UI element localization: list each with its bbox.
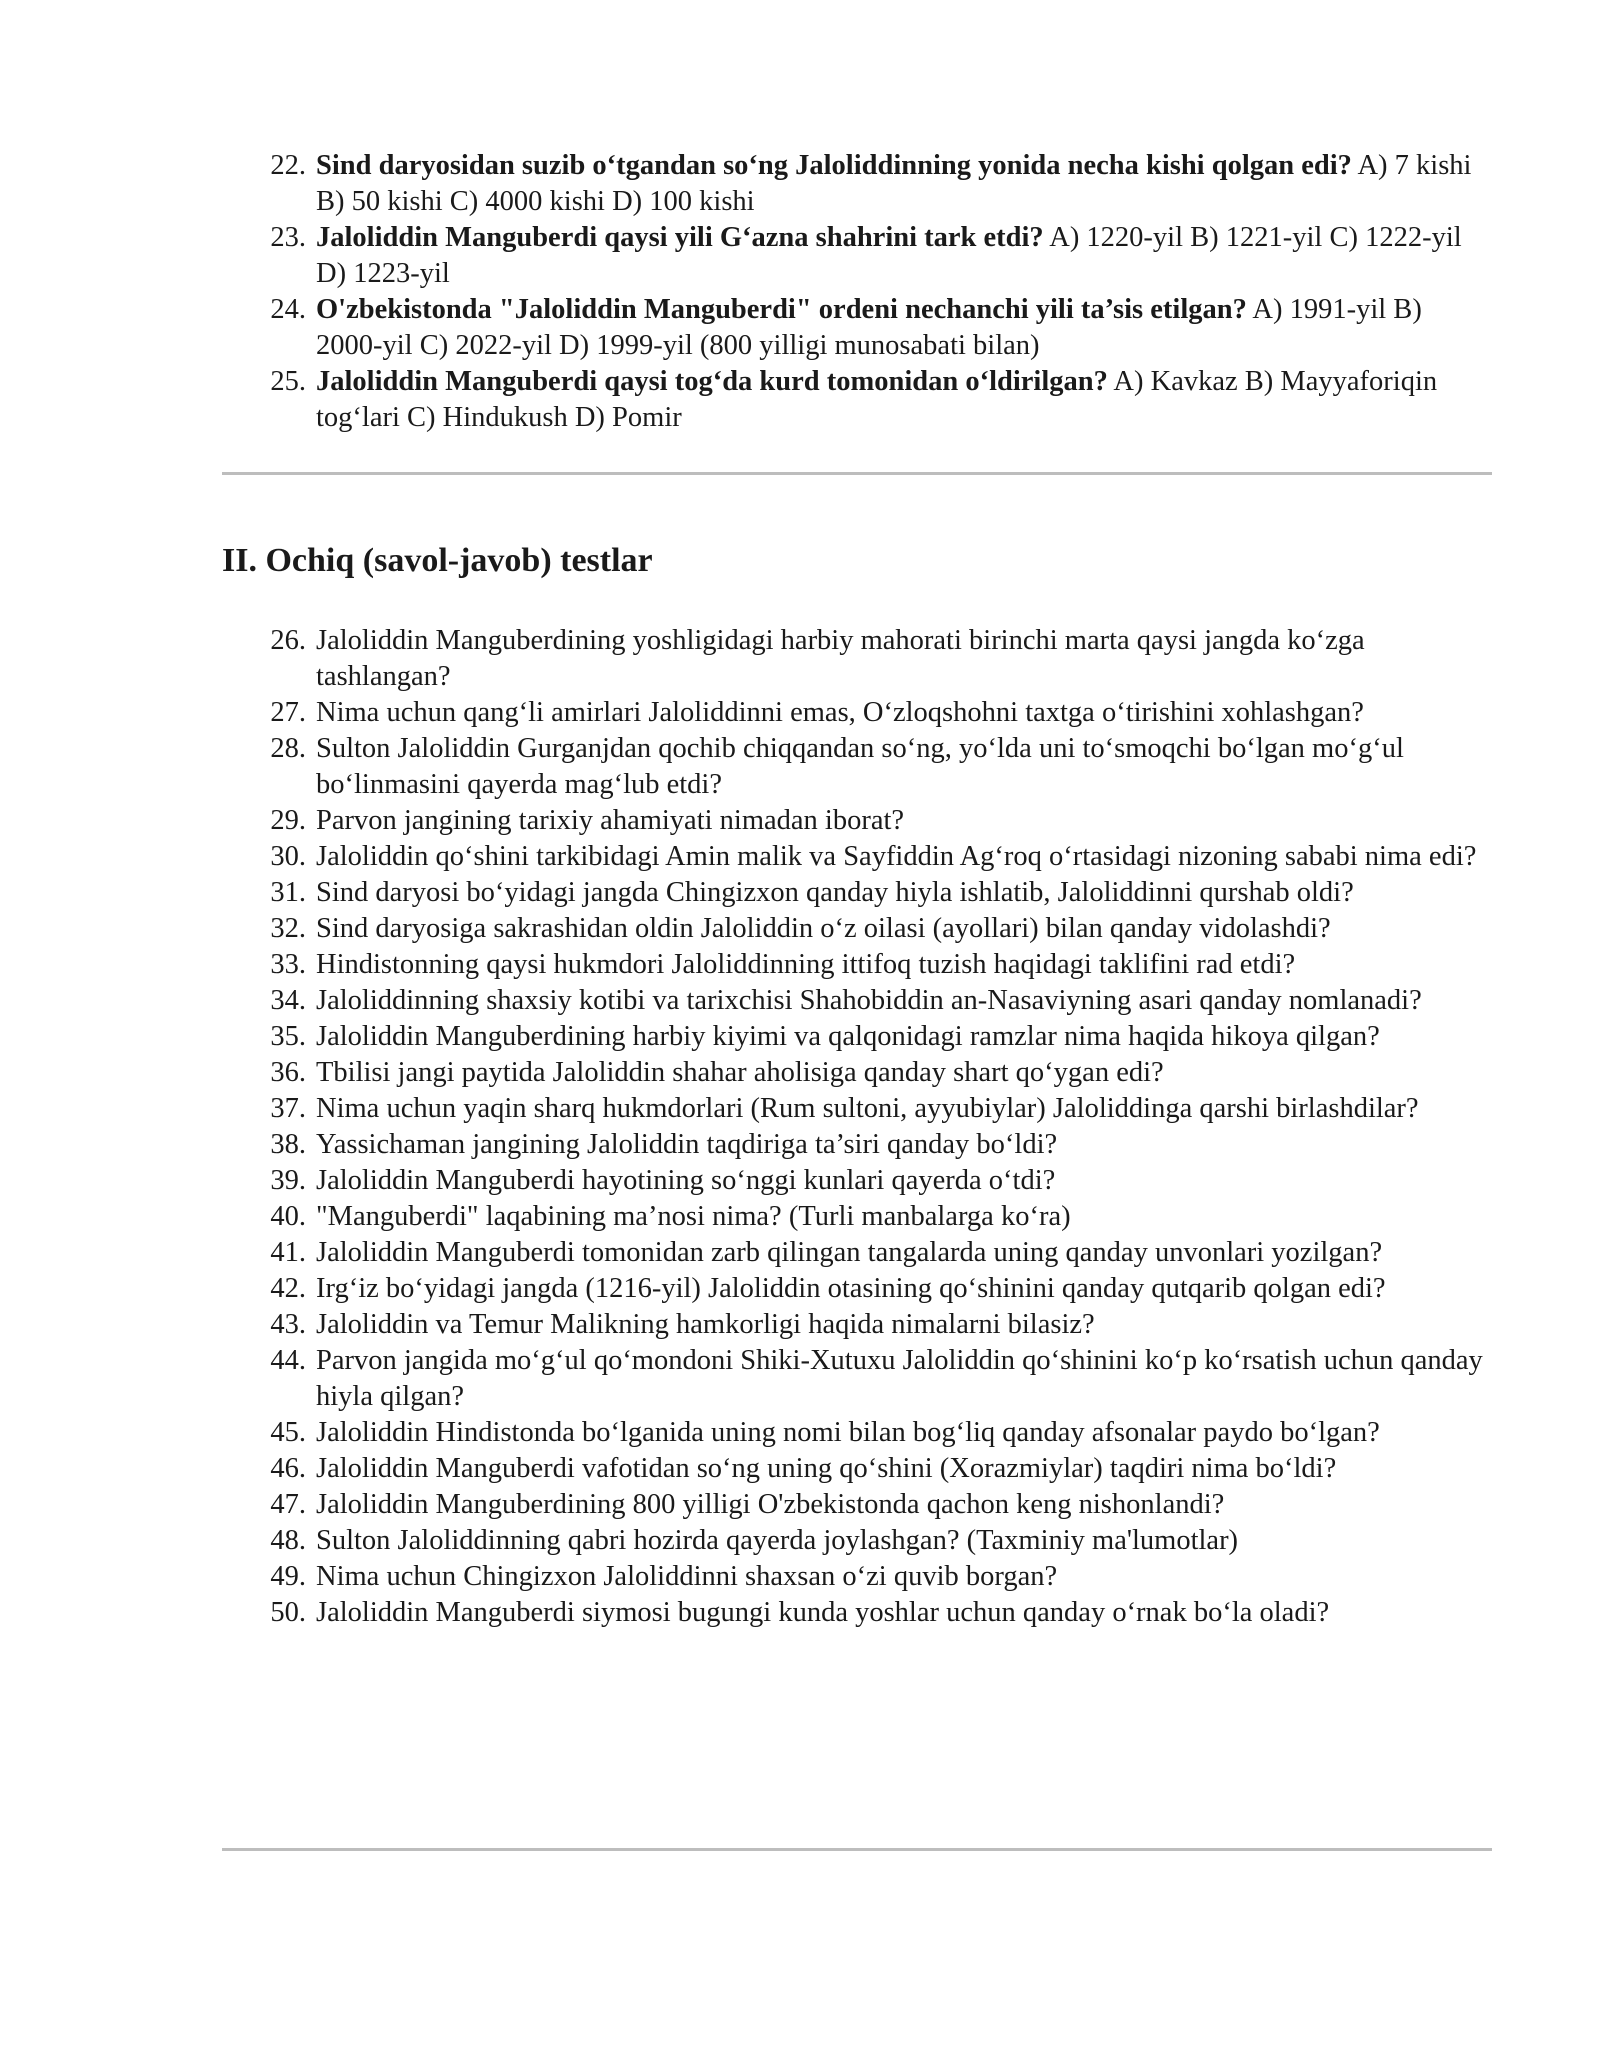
question-item xyxy=(222,1127,1492,1163)
question-item xyxy=(222,1055,1492,1091)
question-item xyxy=(222,364,1492,436)
question-number: 42. xyxy=(270,1273,306,1304)
question-number: 28. xyxy=(270,733,306,764)
question-number: 50. xyxy=(270,1597,306,1628)
question-text: Jaloliddin va Temur Malikning hamkorligi haqida nimalarni bilasiz? xyxy=(316,1309,1095,1340)
question-text: Jaloliddin Manguberdi hayotining so‘nggi kunlari qayerda o‘tdi? xyxy=(316,1165,1056,1196)
question-item xyxy=(222,1487,1492,1523)
section-divider xyxy=(222,472,1492,475)
question-number: 36. xyxy=(270,1057,306,1088)
question-number: 24. xyxy=(270,294,306,325)
question-text: Parvon jangida mo‘g‘ul qo‘mondoni Shiki-Xutuxu Jaloliddin qo‘shinini ko‘p ko‘rsatish uchun qanday hiyla qilgan? xyxy=(316,1345,1483,1412)
question-number: 39. xyxy=(270,1165,306,1196)
question-item xyxy=(222,1235,1492,1271)
section-heading: II. Ochiq (savol-javob) testlar xyxy=(222,542,653,579)
question-number: 34. xyxy=(270,985,306,1016)
question-item xyxy=(222,1271,1492,1307)
question-item xyxy=(222,1451,1492,1487)
question-item xyxy=(222,148,1492,220)
question-text: Jaloliddin Manguberdi qaysi tog‘da kurd tomonidan o‘ldirilgan? xyxy=(316,366,1108,397)
question-text: Irg‘iz bo‘yidagi jangda (1216-yil) Jaloliddin otasining qo‘shinini qanday qutqarib qolgan edi? xyxy=(316,1273,1386,1304)
bottom-divider xyxy=(222,1848,1492,1851)
question-number: 40. xyxy=(270,1201,306,1232)
question-number: 41. xyxy=(270,1237,306,1268)
question-text: Sind daryosidan suzib o‘tgandan so‘ng Jaloliddinning yonida necha kishi qolgan edi? xyxy=(316,150,1352,181)
question-number: 46. xyxy=(270,1453,306,1484)
question-item xyxy=(222,1415,1492,1451)
question-item xyxy=(222,1523,1492,1559)
question-item xyxy=(222,839,1492,875)
question-number: 38. xyxy=(270,1129,306,1160)
question-text: Jaloliddin Manguberdi tomonidan zarb qilingan tangalarda uning qanday unvonlari yozilgan? xyxy=(316,1237,1383,1268)
question-number: 35. xyxy=(270,1021,306,1052)
question-text: Jaloliddin Manguberdi vafotidan so‘ng uning qo‘shini (Xorazmiylar) taqdiri nima bo‘ldi? xyxy=(316,1453,1337,1484)
question-item xyxy=(222,1559,1492,1595)
question-item xyxy=(222,1307,1492,1343)
question-text: Jaloliddin Manguberdining yoshligidagi harbiy mahorati birinchi marta qaysi jangda ko‘zga tashlangan? xyxy=(316,625,1365,692)
question-text: Jaloliddin Manguberdining 800 yilligi O'zbekistonda qachon keng nishonlandi? xyxy=(316,1489,1225,1520)
multiple-choice-questions-list xyxy=(222,148,1492,436)
question-item xyxy=(222,947,1492,983)
question-number: 27. xyxy=(270,697,306,728)
question-item xyxy=(222,911,1492,947)
question-number: 23. xyxy=(270,222,306,253)
question-item xyxy=(222,1163,1492,1199)
open-questions-list xyxy=(222,623,1492,1631)
question-text: Nima uchun Chingizxon Jaloliddinni shaxsan o‘zi quvib borgan? xyxy=(316,1561,1058,1592)
question-number: 32. xyxy=(270,913,306,944)
question-text: Yassichaman jangining Jaloliddin taqdiriga ta’siri qanday bo‘ldi? xyxy=(316,1129,1058,1160)
answer-options: A) 1220-yil B) 1221-yil C) 1222-yil D) 1223-yil xyxy=(316,222,1462,289)
question-number: 37. xyxy=(270,1093,306,1124)
question-item xyxy=(222,1595,1492,1631)
question-number: 44. xyxy=(270,1345,306,1376)
question-text: Sulton Jaloliddin Gurganjdan qochib chiqqandan so‘ng, yo‘lda uni to‘smoqchi bo‘lgan mo‘g‘ul bo‘linmasini qayerda mag‘lub etdi? xyxy=(316,733,1404,800)
question-item xyxy=(222,803,1492,839)
question-number: 33. xyxy=(270,949,306,980)
question-item xyxy=(222,1199,1492,1235)
question-text: Jaloliddin Manguberdi siymosi bugungi kunda yoshlar uchun qanday o‘rnak bo‘la oladi? xyxy=(316,1597,1330,1628)
question-item xyxy=(222,695,1492,731)
question-text: Tbilisi jangi paytida Jaloliddin shahar aholisiga qanday shart qo‘ygan edi? xyxy=(316,1057,1164,1088)
question-item xyxy=(222,1091,1492,1127)
question-item xyxy=(222,875,1492,911)
question-number: 48. xyxy=(270,1525,306,1556)
question-text: Hindistonning qaysi hukmdori Jaloliddinning ittifoq tuzish haqidagi taklifini rad etdi? xyxy=(316,949,1296,980)
question-number: 43. xyxy=(270,1309,306,1340)
question-text: Nima uchun yaqin sharq hukmdorlari (Rum sultoni, ayyubiylar) Jaloliddinga qarshi birlashdilar? xyxy=(316,1093,1419,1124)
answer-options: A) 7 kishi B) 50 kishi C) 4000 kishi D) 100 kishi xyxy=(316,150,1472,217)
question-number: 49. xyxy=(270,1561,306,1592)
question-item xyxy=(222,623,1492,695)
question-text: Jaloliddin Manguberdi qaysi yili G‘azna shahrini tark etdi? xyxy=(316,222,1044,253)
question-text: Jaloliddin qo‘shini tarkibidagi Amin malik va Sayfiddin Ag‘roq o‘rtasidagi nizoning sababi nima edi? xyxy=(316,841,1477,872)
question-number: 22. xyxy=(270,150,306,181)
question-item xyxy=(222,731,1492,803)
question-text: Nima uchun qang‘li amirlari Jaloliddinni emas, O‘zloqshohni taxtga o‘tirishini xohlashgan? xyxy=(316,697,1364,728)
question-text: Jaloliddin Hindistonda bo‘lganida uning nomi bilan bog‘liq qanday afsonalar paydo bo‘lgan? xyxy=(316,1417,1380,1448)
answer-options: A) Kavkaz B) Mayyaforiqin tog‘lari C) Hindukush D) Pomir xyxy=(316,366,1438,433)
question-number: 45. xyxy=(270,1417,306,1448)
question-number: 30. xyxy=(270,841,306,872)
question-item xyxy=(222,1019,1492,1055)
question-item xyxy=(222,983,1492,1019)
question-number: 26. xyxy=(270,625,306,656)
question-text: Jaloliddinning shaxsiy kotibi va tarixchisi Shahobiddin an-Nasaviyning asari qanday nomlanadi? xyxy=(316,985,1422,1016)
question-item xyxy=(222,1343,1492,1415)
question-number: 25. xyxy=(270,366,306,397)
question-item xyxy=(222,220,1492,292)
question-text: Jaloliddin Manguberdining harbiy kiyimi va qalqonidagi ramzlar nima haqida hikoya qilgan? xyxy=(316,1021,1380,1052)
question-text: Sind daryosi bo‘yidagi jangda Chingizxon qanday hiyla ishlatib, Jaloliddinni qurshab oldi? xyxy=(316,877,1354,908)
question-number: 47. xyxy=(270,1489,306,1520)
question-text: Parvon jangining tarixiy ahamiyati nimadan iborat? xyxy=(316,805,905,836)
answer-options: A) 1991-yil B) 2000-yil C) 2022-yil D) 1999-yil (800 yilligi munosabati bilan) xyxy=(316,294,1422,361)
question-number: 31. xyxy=(270,877,306,908)
question-item xyxy=(222,292,1492,364)
question-text: Sulton Jaloliddinning qabri hozirda qayerda joylashgan? (Taxminiy ma'lumotlar) xyxy=(316,1525,1239,1556)
question-text: O'zbekistonda "Jaloliddin Manguberdi" ordeni nechanchi yili ta’sis etilgan? xyxy=(316,294,1247,325)
question-number: 29. xyxy=(270,805,306,836)
question-text: "Manguberdi" laqabining ma’nosi nima? (Turli manbalarga ko‘ra) xyxy=(316,1201,1071,1232)
question-text: Sind daryosiga sakrashidan oldin Jaloliddin o‘z oilasi (ayollari) bilan qanday vidolashdi? xyxy=(316,913,1331,944)
